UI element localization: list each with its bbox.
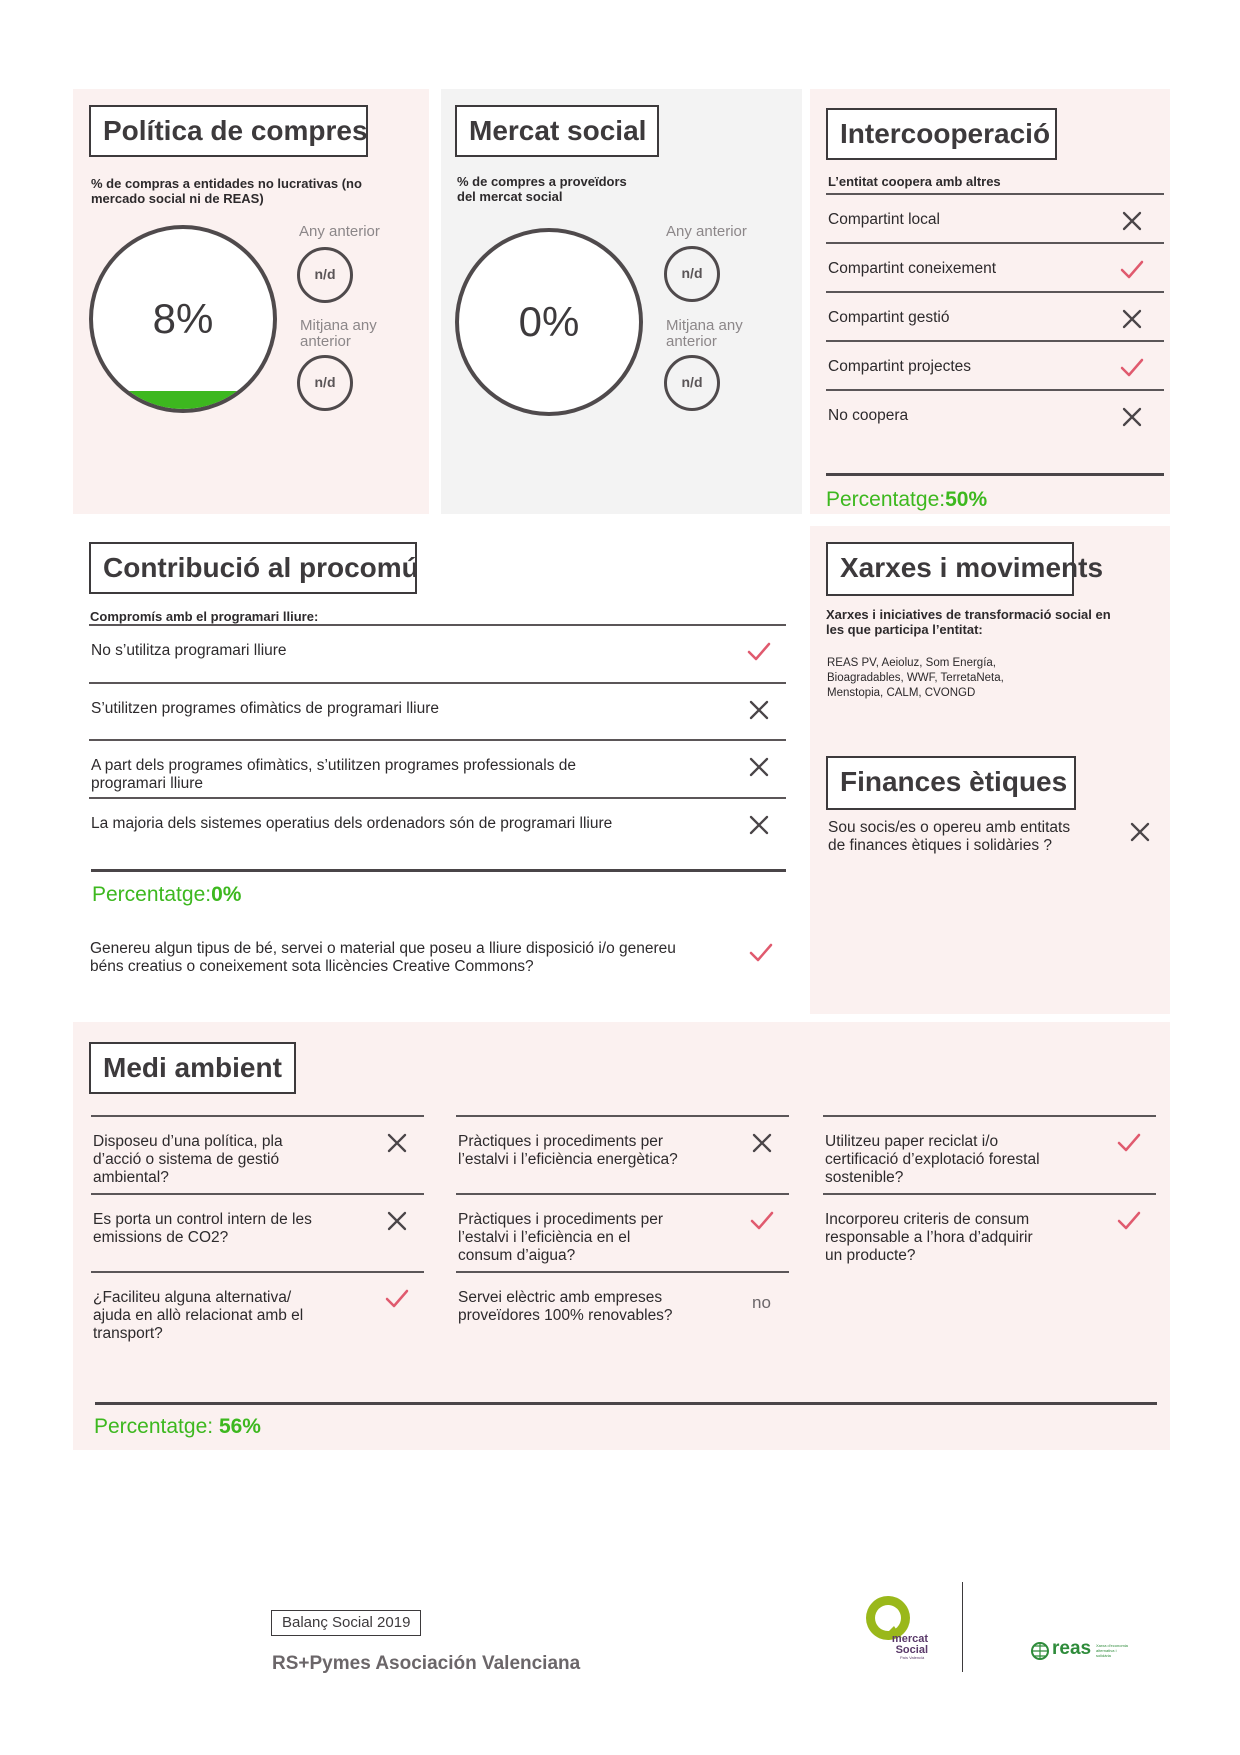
intercoop-title: Intercooperació <box>826 108 1057 160</box>
procomu-pct-value: 0% <box>211 883 242 906</box>
politica-fill <box>93 391 273 409</box>
medi-item-label: Pràctiques i procediments per l’estalvi i l’eficiència en el consum d’aigua? <box>458 1211 664 1264</box>
intercoop-item-row <box>826 242 1164 291</box>
intercoop-item-label: Compartint gestió <box>828 309 950 326</box>
mercat-subtitle: % de compres a proveïdors del mercat social <box>457 174 627 204</box>
medi-pct-label: Percentatge: <box>94 1415 214 1438</box>
cross-icon <box>385 1209 409 1233</box>
mercat-avg-value: n/d <box>664 355 720 411</box>
medi-item-answer: no <box>752 1293 771 1312</box>
medi-item-label: Pràctiques i procediments per l’estalvi i l’eficiència energètica? <box>458 1133 678 1168</box>
politica-value: 8% <box>152 295 214 342</box>
medi-item-label: Incorporeu criteris de consum responsable a l’hora d’adquirir un producte? <box>825 1211 1033 1264</box>
intercoop-item-row <box>826 291 1164 340</box>
medi-item-label: Utilitzeu paper reciclat i/o certificació d’explotació forestal sostenible? <box>825 1133 1040 1186</box>
cross-icon <box>1120 209 1144 233</box>
mercat-value: 0% <box>518 298 580 345</box>
medi-item-row <box>456 1271 789 1349</box>
cross-icon <box>750 1131 774 1155</box>
cross-icon <box>747 698 771 722</box>
procomu-pct-label: Percentatge: <box>92 883 212 906</box>
mercat-prev-value: n/d <box>664 246 720 302</box>
medi-item-row <box>91 1193 424 1271</box>
politica-avg-value: n/d <box>297 355 353 411</box>
procomu-title: Contribució al procomú <box>89 542 417 594</box>
check-icon <box>1120 258 1144 282</box>
mercat-avg-label: Mitjana any anterior <box>666 317 743 350</box>
footer-report-label: Balanç Social 2019 <box>271 1610 421 1636</box>
medi-divider <box>95 1402 1157 1405</box>
reas-logo-text: reas <box>1052 1638 1092 1659</box>
medi-item-row <box>456 1115 789 1193</box>
medi-item-row <box>91 1271 424 1349</box>
finances-title: Finances ètiques <box>826 756 1076 810</box>
intercoop-pct-label: Percentatge: <box>826 488 946 511</box>
intercoop-item-label: Compartint local <box>828 211 940 228</box>
xarxes-body: REAS PV, Aeioluz, Som Energía, Bioagradables, WWF, TerretaNeta, Menstopia, CALM, CVONGD <box>827 657 1004 699</box>
finances-question: Sou socis/es o opereu amb entitats de finances ètiques i solidàries ? <box>828 819 1071 854</box>
cross-icon <box>1120 405 1144 429</box>
intercoop-pct-value: 50% <box>945 488 988 511</box>
politica-prev-value: n/d <box>297 247 353 303</box>
footer-separator <box>962 1582 963 1672</box>
intercoop-item-row <box>826 389 1164 438</box>
intercoop-item-label: Compartint coneixement <box>828 260 996 277</box>
intercoop-item-row <box>826 340 1164 389</box>
procomu-percentage <box>92 883 241 907</box>
procomu-item-row <box>89 797 786 854</box>
cross-icon <box>385 1131 409 1155</box>
medi-item-label: Disposeu d’una política, pla d’acció o sistema de gestió ambiental? <box>93 1133 283 1186</box>
check-icon <box>1117 1209 1141 1233</box>
procomu-item-label: No s’utilitza programari lliure <box>91 642 287 659</box>
check-icon <box>750 1209 774 1233</box>
cross-icon <box>1120 307 1144 331</box>
medi-item-row <box>91 1115 424 1193</box>
medi-item-label: Servei elèctric amb empreses proveïdores 100% renovables? <box>458 1289 673 1324</box>
politica-prev-label: Any anterior <box>299 223 380 240</box>
check-icon <box>749 941 773 965</box>
cross-icon <box>1128 820 1152 844</box>
medi-item-label: ¿Faciliteu alguna alternativa/ ajuda en allò relacionat amb el transport? <box>93 1289 304 1342</box>
reas-logo <box>1030 1640 1130 1662</box>
globe-icon <box>1030 1641 1052 1661</box>
mercat-social-logo <box>858 1592 938 1662</box>
check-icon <box>747 640 771 664</box>
cross-icon <box>747 813 771 837</box>
mercat-social-logo-text: mercat Social <box>891 1633 928 1656</box>
procomu-item-label: A part dels programes ofimàtics, s’utilitzen programes professionals de programari lliure <box>91 757 577 792</box>
intercoop-percentage <box>826 488 987 512</box>
medi-item-label: Es porta un control intern de les emissions de CO2? <box>93 1211 312 1246</box>
medi-title: Medi ambient <box>89 1042 296 1094</box>
procomu-item-row <box>89 624 786 681</box>
mercat-ring <box>455 228 643 416</box>
medi-item-row <box>823 1193 1156 1271</box>
xarxes-title: Xarxes i moviments <box>826 542 1074 596</box>
procomu-subtitle: Compromís amb el programari lliure: <box>90 609 319 624</box>
intercoop-divider <box>826 473 1164 476</box>
intercoop-subtitle: L’entitat coopera amb altres <box>828 174 1001 189</box>
procomu-extra-question: Genereu algun tipus de bé, servei o material que poseu a lliure disposició i/o genereu béns creatius o coneixement sota llicències Creative Commons? <box>90 940 676 975</box>
check-icon <box>1117 1131 1141 1155</box>
intercoop-item-row <box>826 193 1164 242</box>
medi-pct-value: 56% <box>218 1415 261 1438</box>
politica-title: Política de compres <box>89 105 368 157</box>
procomu-item-label: S’utilitzen programes ofimàtics de programari lliure <box>91 699 440 717</box>
xarxes-subtitle: Xarxes i iniciatives de transformació social en les que participa l’entitat: <box>826 607 1111 637</box>
intercoop-item-label: No coopera <box>828 407 909 424</box>
medi-percentage <box>94 1415 261 1439</box>
medi-item-row <box>456 1193 789 1271</box>
cross-icon <box>747 755 771 779</box>
politica-ring <box>89 225 277 413</box>
politica-subtitle: % de compras a entidades no lucrativas (no mercado social ni de REAS) <box>91 176 362 206</box>
politica-avg-label: Mitjana any anterior <box>300 317 377 350</box>
mercat-social-logo-sub: País Valencià <box>900 1655 925 1660</box>
reas-logo-sub: Xarxa d'economia alternativa i solidària <box>1096 1643 1128 1658</box>
procomu-item-row <box>89 682 786 739</box>
check-icon <box>385 1287 409 1311</box>
procomu-item-label: La majoria dels sistemes operatius dels ordenadors són de programari lliure <box>91 814 613 832</box>
procomu-item-row <box>89 739 786 796</box>
procomu-divider <box>91 869 786 872</box>
check-icon <box>1120 356 1144 380</box>
intercoop-item-label: Compartint projectes <box>828 358 972 375</box>
medi-item-row <box>823 1115 1156 1193</box>
mercat-prev-label: Any anterior <box>666 223 747 240</box>
footer-org-name: RS+Pymes Asociación Valenciana <box>272 1653 581 1674</box>
mercat-title: Mercat social <box>455 105 659 157</box>
